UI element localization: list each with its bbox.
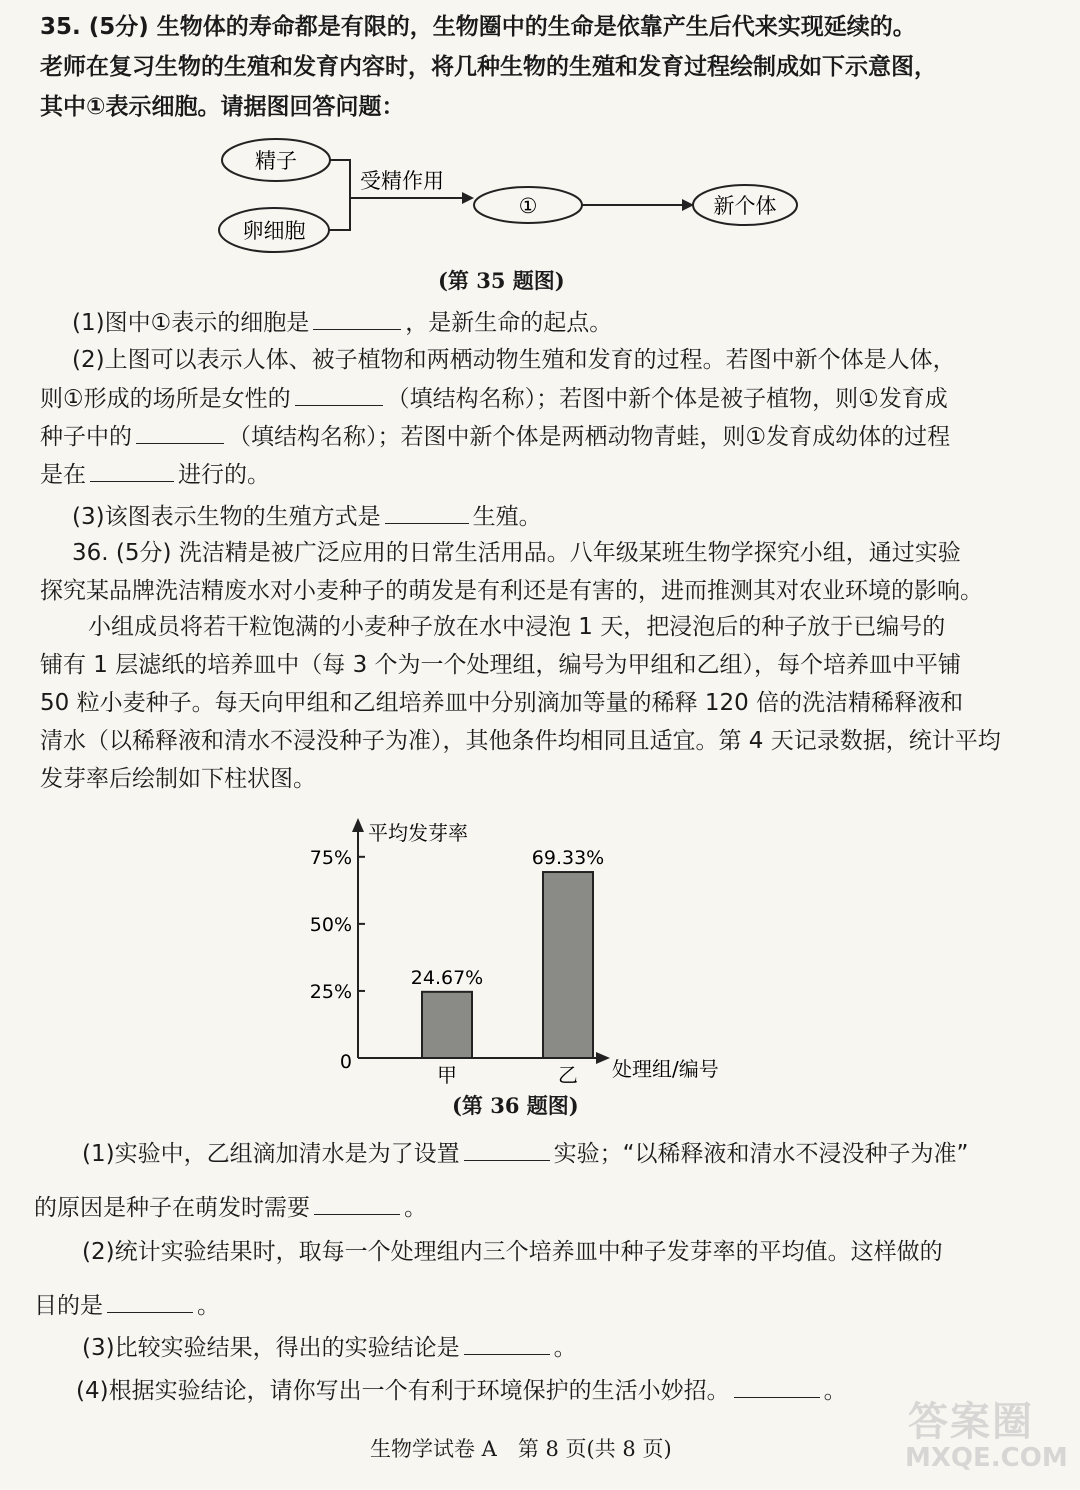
q36-para-text-2: 铺有 1 层滤纸的培养皿中（每 3 个为一个处理组，编号为甲组和乙组），每个培养皿中平铺	[40, 652, 962, 678]
bar-1	[422, 992, 472, 1058]
q36-intro-line-2	[40, 576, 1050, 606]
q36-para-line-5	[40, 764, 1050, 794]
answer-blank[interactable]	[464, 1138, 550, 1161]
q35-intro-text-3: 其中①表示细胞。请据图回答问题：	[40, 94, 405, 120]
q35-figure-caption: (第 35 题图)	[438, 268, 565, 293]
q35-part1-text-b: ，是新生命的起点。	[405, 310, 613, 336]
q36-para-text-4: 清水（以稀释液和清水不浸没种子为准），其他条件均相同且适宜。第 4 天记录数据，统计平均	[40, 728, 1001, 754]
q36-figure-caption: (第 36 题图)	[452, 1093, 579, 1118]
q35-part2-line1	[72, 345, 1080, 375]
q35-part1	[72, 307, 1080, 338]
bar-2	[543, 872, 593, 1058]
q35-part2-text-4a: 是在	[40, 462, 86, 488]
q35-part2-text-2b: （填结构名称）；若图中新个体是被子植物，则①发育成	[386, 386, 948, 412]
x-axis-label: 处理组/编号	[612, 1057, 719, 1081]
q36-para-text-1: 小组成员将若干粒饱满的小麦种子放在水中浸泡 1 天，把浸泡后的种子放于已编号的	[88, 614, 946, 640]
q36-para-line-3	[40, 688, 1050, 718]
q35-part2-line3	[40, 421, 1050, 452]
q35-part2-text-2a: 则①形成的场所是女性的	[40, 386, 291, 412]
q36-intro-text-2: 探究某品牌洗洁精废水对小麦种子的萌发是有利还是有害的，进而推测其对农业环境的影响。	[40, 578, 983, 604]
q35-part2-line2	[40, 383, 1050, 414]
q36-para-line-2	[40, 650, 1050, 680]
q35-intro-line-3	[40, 92, 1050, 122]
q35-part2-text-1: (2)上图可以表示人体、被子植物和两栖动物生殖和发育的过程。若图中新个体是人体，	[72, 347, 956, 373]
q36-para-text-5: 发芽率后绘制如下柱状图。	[40, 766, 316, 792]
q36-part2-line2	[34, 1290, 1044, 1321]
answer-blank[interactable]	[385, 501, 469, 524]
germination-bar-chart	[290, 810, 770, 1090]
q36-part1-text-a: (1)实验中，乙组滴加清水是为了设置	[82, 1141, 460, 1167]
q36-part4-text-b: 。	[823, 1378, 847, 1404]
cell-label: ①	[518, 194, 538, 218]
q35-intro-line-1	[40, 12, 1050, 42]
q36-part1-line1	[82, 1138, 1080, 1169]
y-tick-label: 50%	[309, 913, 352, 936]
q36-intro-line-1	[72, 538, 1080, 568]
q36-part1-text-d: 。	[404, 1195, 427, 1221]
q35-part3-text-a: (3)该图表示生物的生殖方式是	[72, 504, 381, 530]
arrowhead-1	[462, 192, 474, 204]
q36-part2-text-a: (2)统计实验结果时，取每一个处理组内三个培养皿中种子发芽率的平均值。这样做的	[82, 1239, 943, 1265]
q35-part3-text-b: 生殖。	[472, 504, 542, 530]
watermark-url: MXQE.COM	[905, 1443, 1068, 1473]
answer-blank[interactable]	[464, 1332, 550, 1355]
q36-part2-text-c: 。	[197, 1293, 220, 1319]
q36-para-line-1	[88, 612, 1080, 642]
fertilization-label: 受精作用	[360, 169, 444, 193]
y-ticks	[310, 847, 365, 1073]
q35-diagram	[200, 130, 820, 260]
page-footer: 生物学试卷 A 第 8 页(共 8 页)	[370, 1437, 672, 1461]
q36-part1-line2	[34, 1192, 1044, 1223]
q36-part1-text-c: 的原因是种子在萌发时需要	[34, 1195, 310, 1221]
bar-data-label: 24.67%	[410, 966, 484, 989]
y-tick-label: 0	[339, 1051, 352, 1073]
watermark-logo: 答案圈	[908, 1399, 1034, 1445]
bars	[411, 847, 604, 1087]
q35-intro-text-1: 35. (5分) 生物体的寿命都是有限的，生物圈中的生命是依靠产生后代来实现延续的。	[40, 14, 916, 40]
answer-blank[interactable]	[107, 1290, 193, 1313]
x-axis-arrow	[596, 1052, 610, 1064]
new-individual-label: 新个体	[713, 194, 777, 218]
q36-part3-text-a: (3)比较实验结果，得出的实验结论是	[82, 1335, 460, 1361]
bar-data-label: 69.33%	[531, 847, 605, 870]
y-tick-label: 25%	[309, 980, 352, 1003]
q35-intro-text-2: 老师在复习生物的生殖和发育内容时，将几种生物的生殖和发育过程绘制成如下示意图，	[40, 54, 937, 80]
answer-blank[interactable]	[295, 383, 383, 406]
q36-part2-line1	[82, 1237, 1080, 1267]
q35-part2-text-3a: 种子中的	[40, 424, 132, 450]
egg-label: 卵细胞	[242, 219, 306, 243]
y-axis-arrow	[352, 818, 364, 832]
x-category-label: 乙	[558, 1063, 578, 1087]
sperm-label: 精子	[255, 149, 297, 173]
answer-blank[interactable]	[314, 1192, 400, 1215]
q35-part2-line4	[40, 459, 1050, 490]
q36-part2-text-b: 目的是	[34, 1293, 103, 1319]
answer-blank[interactable]	[90, 459, 174, 482]
q36-intro-text-1: 36. (5分) 洗洁精是被广泛应用的日常生活用品。八年级某班生物学探究小组，通过实验	[72, 540, 961, 566]
q36-para-line-4	[40, 726, 1050, 756]
q36-part3	[82, 1332, 1080, 1363]
q36-part3-text-b: 。	[553, 1335, 577, 1361]
q35-part2-text-4b: 进行的。	[178, 462, 270, 488]
answer-blank[interactable]	[136, 421, 224, 444]
q35-part2-text-3b: （填结构名称）；若图中新个体是两栖动物青蛙，则①发育成幼体的过程	[228, 424, 951, 450]
x-category-label: 甲	[437, 1063, 457, 1087]
y-tick-label: 75%	[309, 846, 352, 869]
q36-part1-text-b: 实验；“以稀释液和清水不浸没种子为准”	[553, 1141, 969, 1167]
q35-intro-line-2	[40, 52, 1050, 82]
answer-blank[interactable]	[734, 1375, 820, 1398]
q35-part3	[72, 501, 1080, 532]
q35-part1-text-a: (1)图中①表示的细胞是	[72, 310, 310, 336]
q36-part4-text-a: (4)根据实验结论，请你写出一个有利于环境保护的生活小妙招。	[76, 1378, 730, 1404]
answer-blank[interactable]	[313, 307, 401, 330]
q36-para-text-3: 50 粒小麦种子。每天向甲组和乙组培养皿中分别滴加等量的稀释 120 倍的洗洁精稀释液和	[40, 690, 964, 716]
y-axis-label: 平均发芽率	[368, 821, 468, 845]
